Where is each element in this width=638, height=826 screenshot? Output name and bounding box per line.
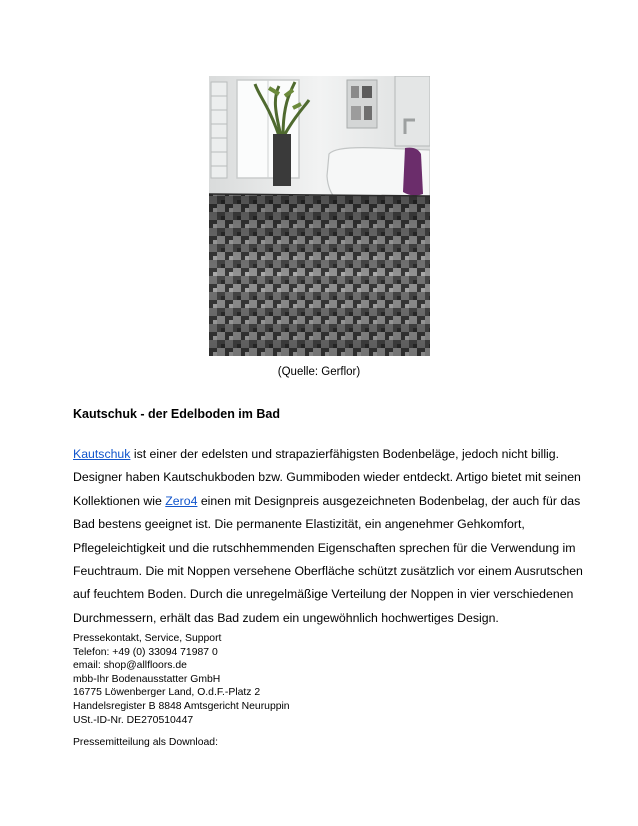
contact-email: email: shop@allfloors.de [73, 660, 187, 672]
body-line: Bad bestens geeignet ist. Die permanente Elastizität, ein angenehmer Gehkomfort, [73, 517, 525, 532]
body-line: Kollektionen wie Zero4 einen mit Designpreis ausgezeichneten Bodenbelag, der auch für das [73, 493, 581, 508]
body-line: Durchmessern, erhält das Bad zudem ein ungewöhnlich hochwertiges Design. [73, 610, 499, 625]
zero4-link[interactable]: Zero4 [165, 493, 198, 508]
press-contact [73, 632, 290, 727]
body-line: Feuchtraum. Die mit Noppen versehene Oberfläche schützt zusätzlich vor einem Ausrutschen [73, 564, 583, 579]
plant-pot [273, 134, 291, 186]
body-line: Designer haben Kautschukboden bzw. Gummiboden wieder entdeckt. Artigo bietet mit seinen [73, 470, 581, 485]
bathroom-photo-drawing [209, 76, 430, 356]
kautschuk-link[interactable]: Kautschuk [73, 447, 131, 461]
contact-register: Handelsregister B 8848 Amtsgericht Neuruppin [73, 700, 290, 712]
download-label: Pressemitteilung als Download: [73, 737, 218, 748]
contact-address: 16775 Löwenberger Land, O.d.F.-Platz 2 [73, 687, 261, 699]
contact-line: Pressekontakt, Service, Support [73, 633, 222, 644]
article-heading: Kautschuk - der Edelboden im Bad [73, 407, 280, 421]
article-body [73, 443, 583, 630]
towel [403, 148, 423, 196]
body-line: Pflegeleichtigkeit und die rutschhemmenden Eigenschaften sprechen für die Verwendung im [73, 540, 576, 555]
contact-vat-id: USt.-ID-Nr. DE270510447 [73, 714, 194, 726]
body-line: Kautschuk ist einer der edelsten und strapazierfähigsten Bodenbeläge, jedoch nicht billig. [73, 447, 560, 461]
image-caption: (Quelle: Gerflor) [277, 366, 361, 378]
bathroom-photo [209, 76, 430, 356]
contact-phone: Telefon: +49 (0) 33094 71987 0 [73, 646, 218, 658]
contact-company: mbb-Ihr Bodenausstatter GmbH [73, 673, 221, 685]
body-line: auf feuchtem Boden. Durch die unregelmäßige Verteilung der Noppen in vier verschiedenen [73, 587, 574, 602]
